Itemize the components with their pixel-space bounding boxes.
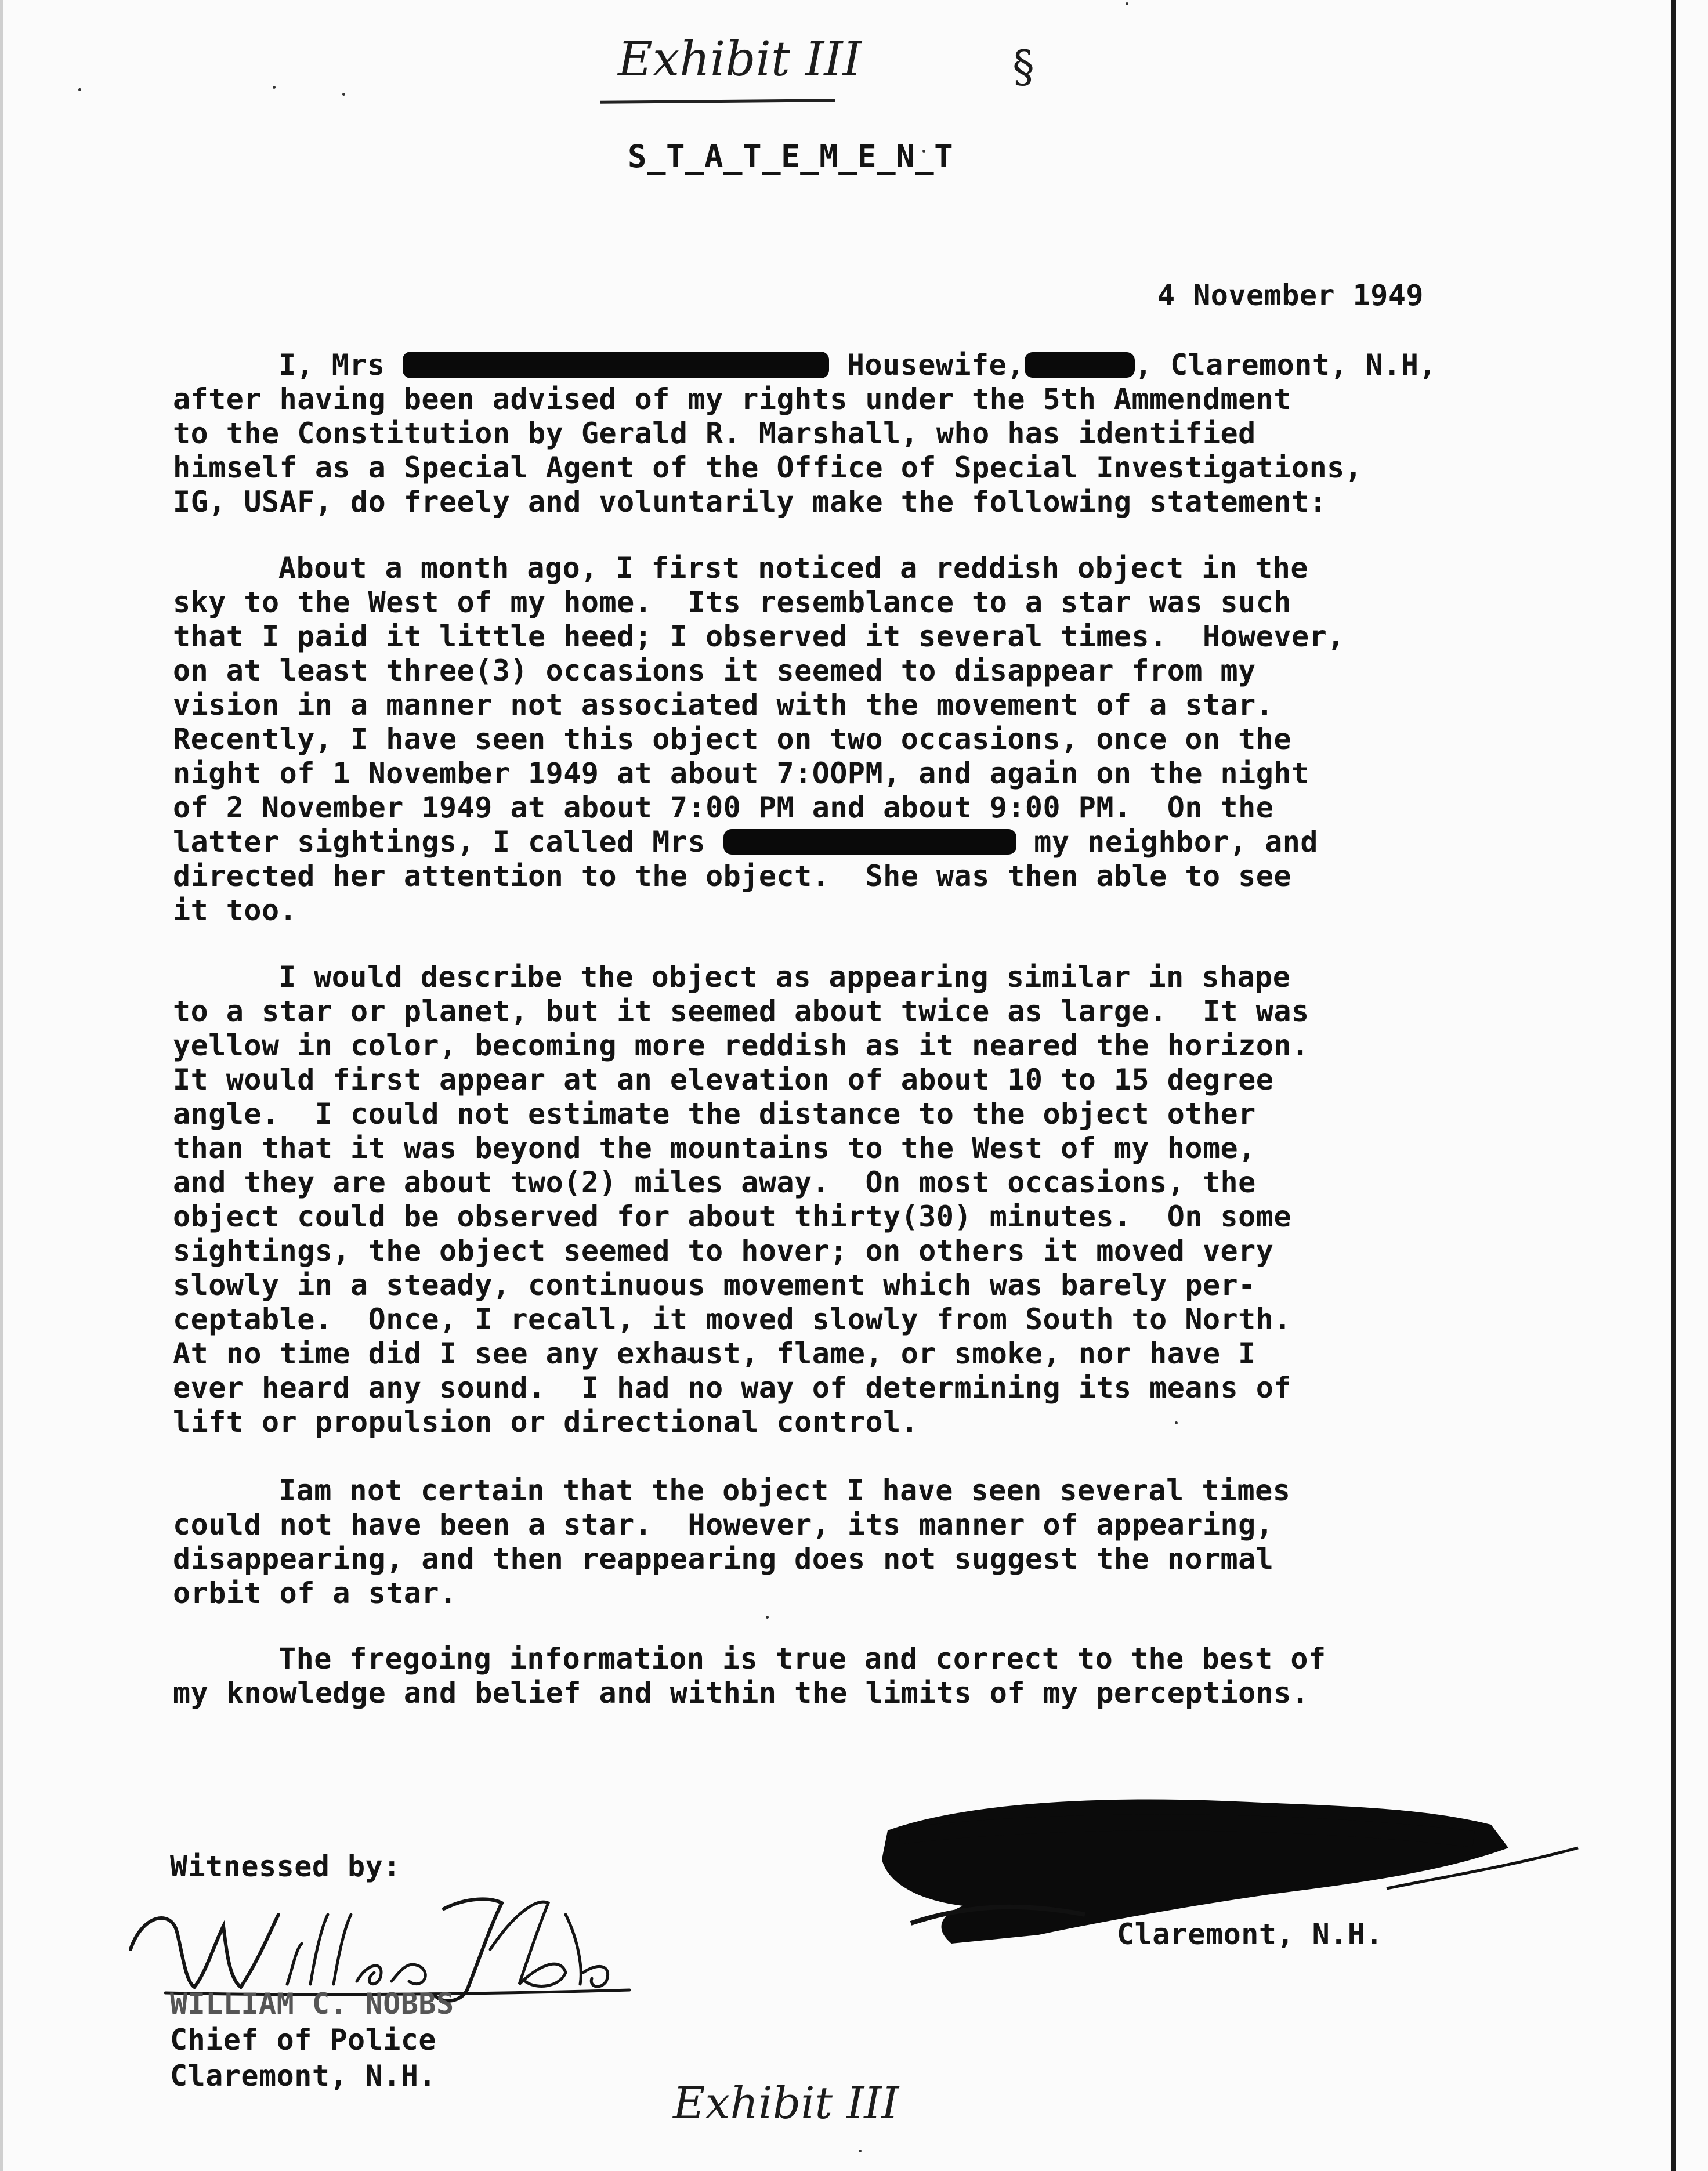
intro-line-4: himself as a Special Agent of the Office of Special Investigations, [173, 451, 1363, 484]
paragraph-3 [173, 1474, 1565, 1613]
para1-line-7: night of 1 November 1949 at about 7:OOPM, and again on the night [173, 757, 1309, 790]
para3-line-3: disappearing, and then reappearing does not suggest the normal [173, 1542, 1274, 1576]
paragraph-4 [173, 1642, 1565, 1712]
exhibit-underline [600, 99, 835, 104]
intro-line-1 [278, 348, 1436, 382]
para1-line-8: of 2 November 1949 at about 7:00 PM and about 9:00 PM. On the [173, 791, 1274, 824]
witness-title: Chief of Police [170, 2023, 437, 2057]
intro-line-1-occupation: Housewife, [829, 348, 1025, 382]
statement-title: S_T_A_T_E_M_E_N_T [628, 138, 954, 175]
statement-date: 4 November 1949 [1157, 278, 1424, 312]
redaction-name [403, 352, 829, 378]
scan-speck [342, 93, 345, 96]
intro-line-1-start: I, Mrs [278, 348, 403, 382]
scan-edge-right [1671, 0, 1676, 2171]
witness-place: Claremont, N.H. [170, 2059, 437, 2093]
para2-line-8: object could be observed for about thirty(30) minutes. On some [173, 1200, 1291, 1233]
para2-line-12: At no time did I see any exhaust, flame, or smoke, nor have I [173, 1337, 1256, 1370]
para2-line-13: ever heard any sound. I had no way of determining its means of [173, 1371, 1291, 1405]
para1-line-3: that I paid it little heed; I observed it several times. However, [173, 620, 1345, 653]
para2-line-5: angle. I could not estimate the distance to the object other [173, 1097, 1256, 1131]
redaction-neighbor-name [723, 829, 1016, 855]
para1-line-11: it too. [173, 893, 298, 927]
para1-line-10: directed her attention to the object. She was then able to see [173, 859, 1291, 893]
para2-line-9: sightings, the object seemed to hover; on others it moved very [173, 1234, 1274, 1268]
witness-label: Witnessed by: [170, 1850, 401, 1883]
para1-line-9-end: my neighbor, and [1016, 825, 1318, 859]
para2-line-2: to a star or planet, but it seemed about twice as large. It was [173, 994, 1309, 1028]
paragraph-1 [173, 551, 1565, 934]
para1-line-5: vision in a manner not associated with the movement of a star. [173, 688, 1274, 722]
para2-line-1: I would describe the object as appearing similar in shape [278, 960, 1291, 994]
witness-printed-name: WILLIAM C. NOBBS [170, 1987, 454, 2021]
intro-line-3: to the Constitution by Gerald R. Marshall, who has identified [173, 417, 1256, 450]
scan-speck [859, 2150, 862, 2152]
para4-line-2: my knowledge and belief and within the limits of my perceptions. [173, 1676, 1309, 1710]
para4-line-1: The fregoing information is true and correct to the best of [278, 1642, 1326, 1676]
exhibit-mark: § [1012, 41, 1034, 92]
para1-line-6: Recently, I have seen this object on two occasions, once on the [173, 722, 1291, 756]
para2-line-7: and they are about two(2) miles away. On most occasions, the [173, 1166, 1256, 1199]
para3-line-2: could not have been a star. However, its manner of appearing, [173, 1508, 1274, 1542]
scan-edge-left [0, 0, 3, 2171]
para2-line-4: It would first appear at an elevation of about 10 to 15 degree [173, 1063, 1274, 1097]
paragraph-2 [173, 960, 1565, 1448]
para1-line-9-start: latter sightings, I called Mrs [173, 825, 723, 859]
para3-line-1: Iam not certain that the object I have seen several times [278, 1474, 1291, 1507]
para1-line-9 [173, 825, 1318, 859]
redaction-address [1025, 352, 1135, 378]
para1-line-4: on at least three(3) occasions it seemed to disappear from my [173, 654, 1256, 688]
para2-line-11: ceptable. Once, I recall, it moved slowly from South to North. [173, 1302, 1291, 1336]
signer-place: Claremont, N.H. [1117, 1917, 1384, 1951]
para2-line-10: slowly in a steady, continuous movement which was barely per- [173, 1268, 1256, 1302]
scan-speck [1126, 2, 1128, 5]
para3-line-4: orbit of a star. [173, 1576, 457, 1610]
scan-speck [78, 88, 81, 91]
scan-speck [766, 1616, 769, 1619]
exhibit-label-top: Exhibit III [618, 32, 862, 87]
intro-paragraph [173, 348, 1565, 522]
para1-line-2: sky to the West of my home. Its resemblance to a star was such [173, 585, 1291, 619]
exhibit-label-bottom: Exhibit III [673, 2077, 899, 2129]
para2-line-6: than that it was beyond the mountains to the West of my home, [173, 1131, 1256, 1165]
intro-line-5: IG, USAF, do freely and voluntarily make the following statement: [173, 485, 1327, 519]
intro-line-1-town: , Claremont, N.H, [1134, 348, 1437, 382]
intro-line-2: after having been advised of my rights under the 5th Ammendment [173, 382, 1291, 416]
witness-signature-text: William C. Nobbs [125, 2000, 176, 2006]
para2-line-3: yellow in color, becoming more reddish as it neared the horizon. [173, 1029, 1309, 1062]
scan-speck [273, 86, 276, 89]
para2-line-14: lift or propulsion or directional control. [173, 1405, 919, 1439]
para1-line-1: About a month ago, I first noticed a reddish object in the [278, 551, 1308, 585]
